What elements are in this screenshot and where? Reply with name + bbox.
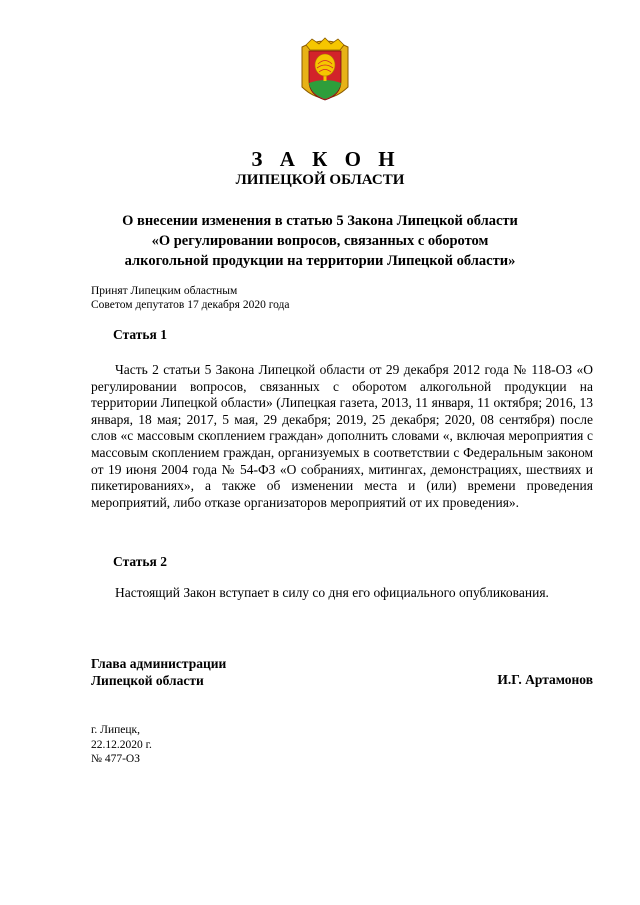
adoption-line: Принят Липецким областным bbox=[91, 285, 238, 297]
article-1-text: Часть 2 статьи 5 Закона Липецкой области от 29 декабря 2012 года № 118-ОЗ «О регулировании вопросов, связанных с оборотом алкогольной продукции на территории Липецкой области» (Липецкая газета, 2013, 11 января, 11 октября; 2016, 13 января, 18 мая; 2017, 5 мая, 29 декабря; 2019, 25 декабря; 2020, 08 сентября) после слов «с массовым скоплением граждан» дополнить словами «, включая мероприятия с массовым скоплением граждан, организуемых в соответствии с Федеральным законом от 19 июня 2004 года № 54-ФЗ «О собраниях, митингах, демонстрациях, шествиях и пикетированиях», а также об изменении места и (или) времени проведения мероприятий, либо отказе организаторов мероприятий от их проведения». bbox=[91, 362, 593, 510]
signatory-position-line: Липецкой области bbox=[91, 673, 204, 688]
article-2-text: Настоящий Закон вступает в силу со дня его официального опубликования. bbox=[115, 585, 549, 600]
footer-date: 22.12.2020 г. bbox=[91, 738, 152, 751]
adoption-line: Советом депутатов 17 декабря 2020 года bbox=[91, 299, 290, 311]
law-title: З А К О Н bbox=[251, 147, 401, 171]
signatory-name: И.Г. Артамонов bbox=[497, 672, 593, 687]
coat-of-arms-icon bbox=[300, 37, 350, 107]
footer-city: г. Липецк, bbox=[91, 724, 140, 736]
law-subject-line: «О регулировании вопросов, связанных с оборотом bbox=[151, 233, 489, 249]
footer-number: № 477-ОЗ bbox=[91, 753, 140, 765]
signatory-position-line: Глава администрации bbox=[91, 656, 227, 671]
document-footer bbox=[91, 723, 152, 767]
law-region: ЛИПЕЦКОЙ ОБЛАСТИ bbox=[235, 172, 405, 188]
article-1-heading: Статья 1 bbox=[113, 327, 167, 342]
law-subject bbox=[90, 211, 550, 271]
signatory-position bbox=[91, 655, 226, 689]
law-subject-line: алкогольной продукции на территории Липецкой области» bbox=[124, 253, 516, 269]
law-subject-line: О внесении изменения в статью 5 Закона Липецкой области bbox=[122, 213, 518, 229]
adoption-note bbox=[91, 284, 290, 312]
article-2-heading: Статья 2 bbox=[113, 554, 167, 569]
